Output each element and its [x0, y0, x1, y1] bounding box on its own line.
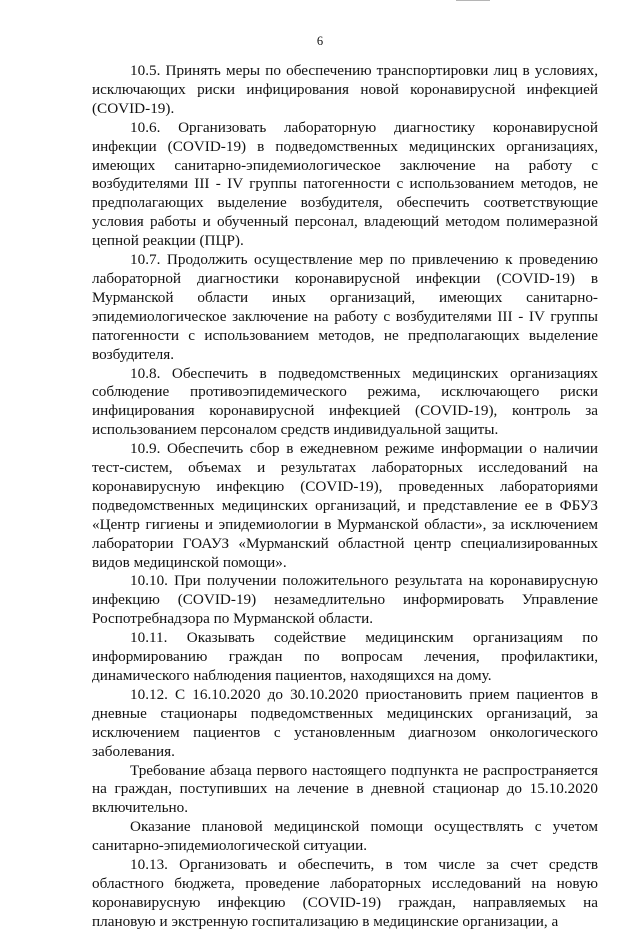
paragraph-10-12: 10.12. С 16.10.2020 до 30.10.2020 приостановить прием пациентов в дневные стационары подведомственных медицинских организаций, за исключением пациентов с установленным диагнозом онкологического заболевания.	[92, 685, 598, 760]
paragraph-10-5: 10.5. Принять меры по обеспечению транспортировки лиц в условиях, исключающих риски инфицирования новой коронавирусной инфекцией (COVID-19).	[92, 62, 598, 117]
paragraph-10-13: 10.13. Организовать и обеспечить, в том числе за счет средств областного бюджета, проведение лабораторных исследований на новую коронавирусную инфекцию (COVID-19) граждан, направляемых на плановую и экстренную госпитализацию в медицинские организации, а	[92, 856, 598, 930]
paragraph-10-9: 10.9. Обеспечить сбор в ежедневном режиме информации о наличии тест-систем, объемах и результатах лабораторных исследований на коронавирусную инфекцию (COVID-19), проведенных лабораториями подведомственных медицинских организаций, и представление ее в ФБУЗ «Центр гигиены и эпидемиологии в Мурманской области», за исключением лаборатории ГОАУЗ «Мурманский областной центр специализированных видов медицинской помощи».	[92, 440, 598, 571]
page-number: 6	[316, 34, 324, 48]
paragraph-10-6: 10.6. Организовать лабораторную диагностику коронавирусной инфекции (COVID-19) в подведомственных медицинских организациях, имеющих санитарно-эпидемиологическое заключение на работу с возбудителями III - IV группы патогенности с использованием методов, не предполагающих выделение возбудителя, обеспечить соответствующие условия работы и обученный персонал, владеющий методом полимеразной цепной реакции (ПЦР).	[92, 118, 598, 250]
paragraph-10-12-exception: Требование абзаца первого настоящего подпункта не распространяется на граждан, поступивших на лечение в дневной стационар до 15.10.2020 включительно.	[92, 761, 598, 817]
document-body	[92, 62, 598, 932]
paragraph-10-11: 10.11. Оказывать содействие медицинским организациям по информированию граждан по вопросам лечения, профилактики, динамического наблюдения пациентов, находящихся на дому.	[92, 629, 598, 684]
scan-corner-mark	[456, 0, 490, 3]
paragraph-planned-care: Оказание плановой медицинской помощи осуществлять с учетом санитарно-эпидемиологической ситуации.	[92, 818, 598, 855]
paragraph-10-8: 10.8. Обеспечить в подведомственных медицинских организациях соблюдение противоэпидемического режима, исключающего риски инфицирования коронавирусной инфекцией (COVID-19), контроль за использованием персоналом средств индивидуальной защиты.	[92, 364, 598, 439]
paragraph-10-7: 10.7. Продолжить осуществление мер по привлечению к проведению лабораторной диагностики коронавирусной инфекции (COVID-19) в Мурманской области иных организаций, имеющих санитарно-эпидемиологическое заключение на работу с возбудителями III - IV группы патогенности с использованием методов, не предполагающих выделение возбудителя.	[92, 251, 598, 363]
paragraph-10-10: 10.10. При получении положительного результата на коронавирусную инфекцию (COVID-19) незамедлительно информировать Управление Роспотребнадзора по Мурманской области.	[92, 572, 598, 628]
